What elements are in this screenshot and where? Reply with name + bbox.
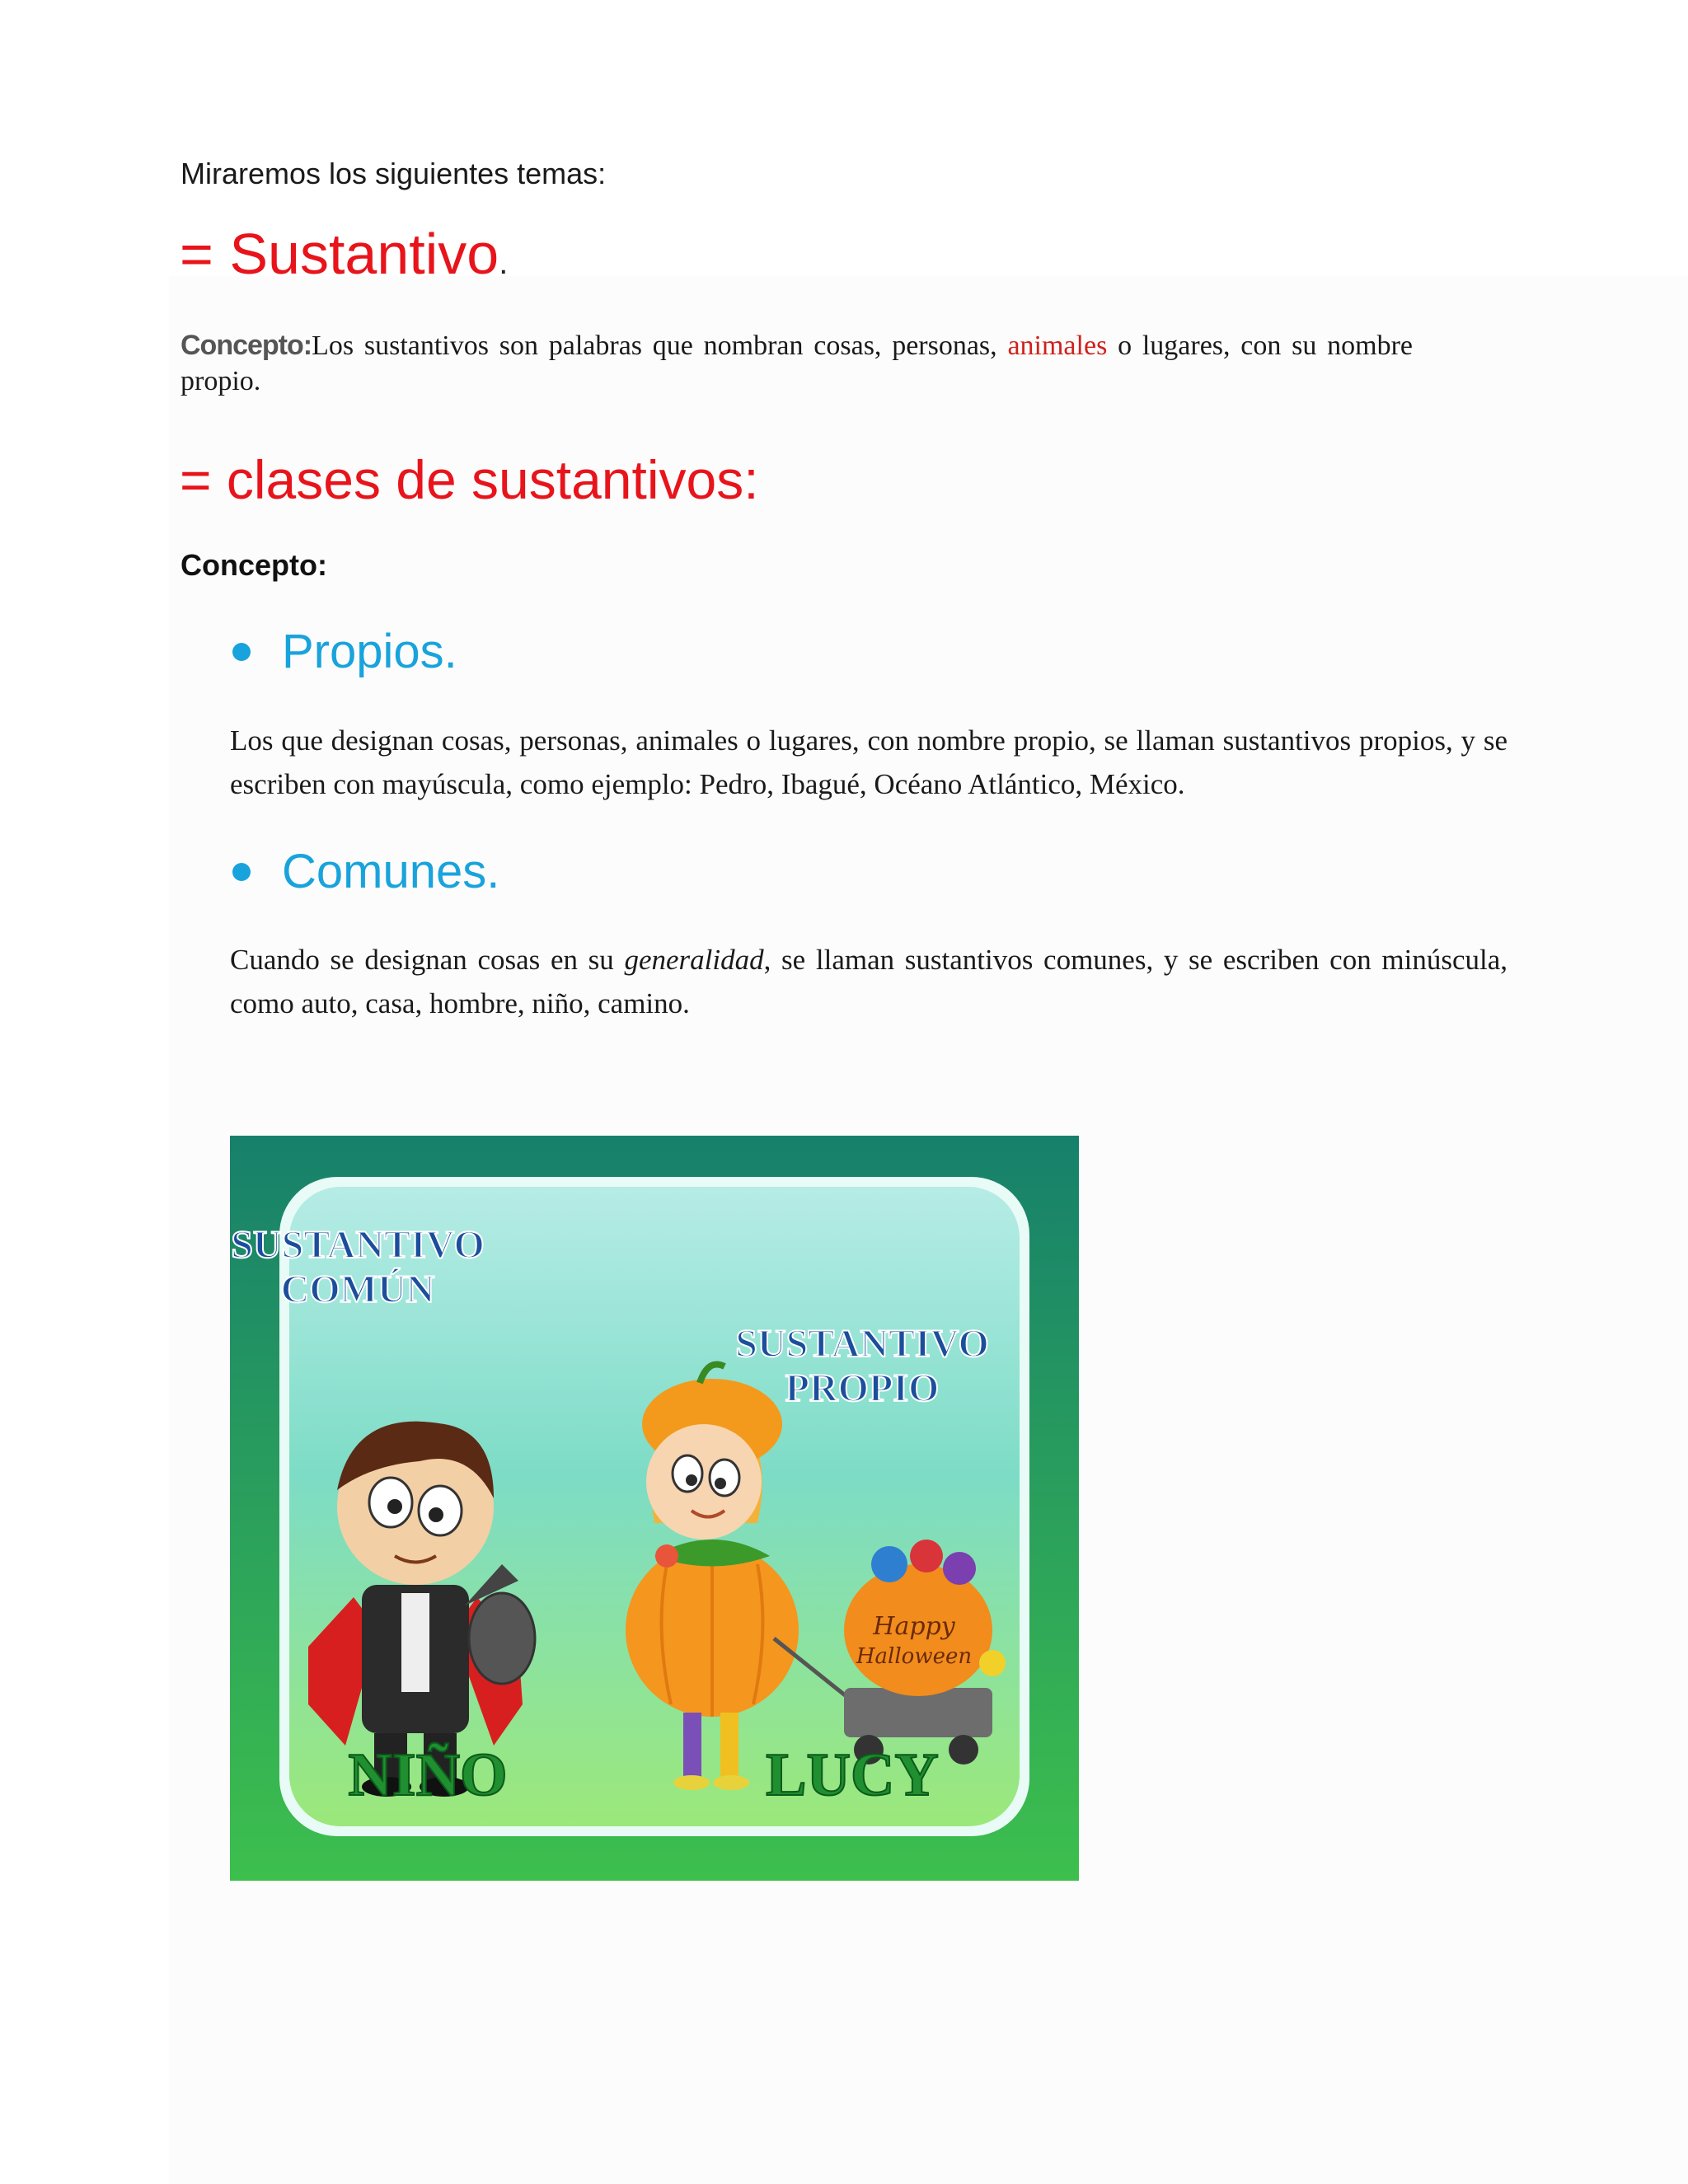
bullet-dot-icon (232, 863, 251, 881)
heading-sustantivo-text: = Sustantivo (180, 222, 499, 286)
label-proper-2: PROPIO (785, 1366, 940, 1410)
illustration-image (230, 1136, 1079, 1881)
bullet-propios (232, 624, 457, 679)
bullet-dot-icon (232, 643, 251, 661)
concept-text-start: Los sustantivos son palabras que nombran cosas, personas, (312, 330, 997, 361)
concept-label-2: Concepto: (181, 548, 327, 582)
label-common-2: COMÚN (280, 1268, 435, 1311)
label-common-1: SUSTANTIVO (231, 1223, 485, 1267)
concept-highlight: animales (1007, 330, 1108, 361)
comunes-text-start: Cuando se designan cosas en su (230, 944, 614, 976)
concept-label: Concepto: (181, 330, 312, 361)
comunes-italic: generalidad (624, 944, 764, 976)
label-proper-1: SUSTANTIVO (735, 1322, 989, 1366)
concept-paragraph (181, 328, 1413, 399)
comunes-text-end: , se llaman sustantivos comunes, y se escriben con minúscula, como auto, casa, hombre, niño, camino. (230, 944, 1507, 1019)
word-common: NIÑO (348, 1741, 508, 1809)
bullet-comunes (232, 844, 499, 899)
heading-sustantivo (180, 219, 508, 298)
wagon-text-1: Happy (873, 1612, 955, 1641)
heading-dot: . (499, 245, 509, 281)
heading-clases: = clases de sustantivos: (180, 449, 759, 510)
comunes-title: Comunes. (282, 845, 500, 898)
concept-text-end: o lugares, con su nombre propio. (181, 330, 1414, 396)
propios-title: Propios. (282, 625, 457, 678)
intro-text: Miraremos los siguientes temas: (181, 157, 607, 190)
wagon-text-2: Halloween (856, 1644, 973, 1669)
propios-paragraph: Los que designan cosas, personas, animales o lugares, con nombre propio, se llaman sustantivos propios, y se escriben con mayúscula, como ejemplo: Pedro, Ibagué, Océano Atlántico, México. (230, 724, 1507, 800)
illustration-svg (230, 1136, 1079, 1881)
word-proper: LUCY (766, 1741, 939, 1809)
comunes-paragraph (230, 938, 1507, 1025)
